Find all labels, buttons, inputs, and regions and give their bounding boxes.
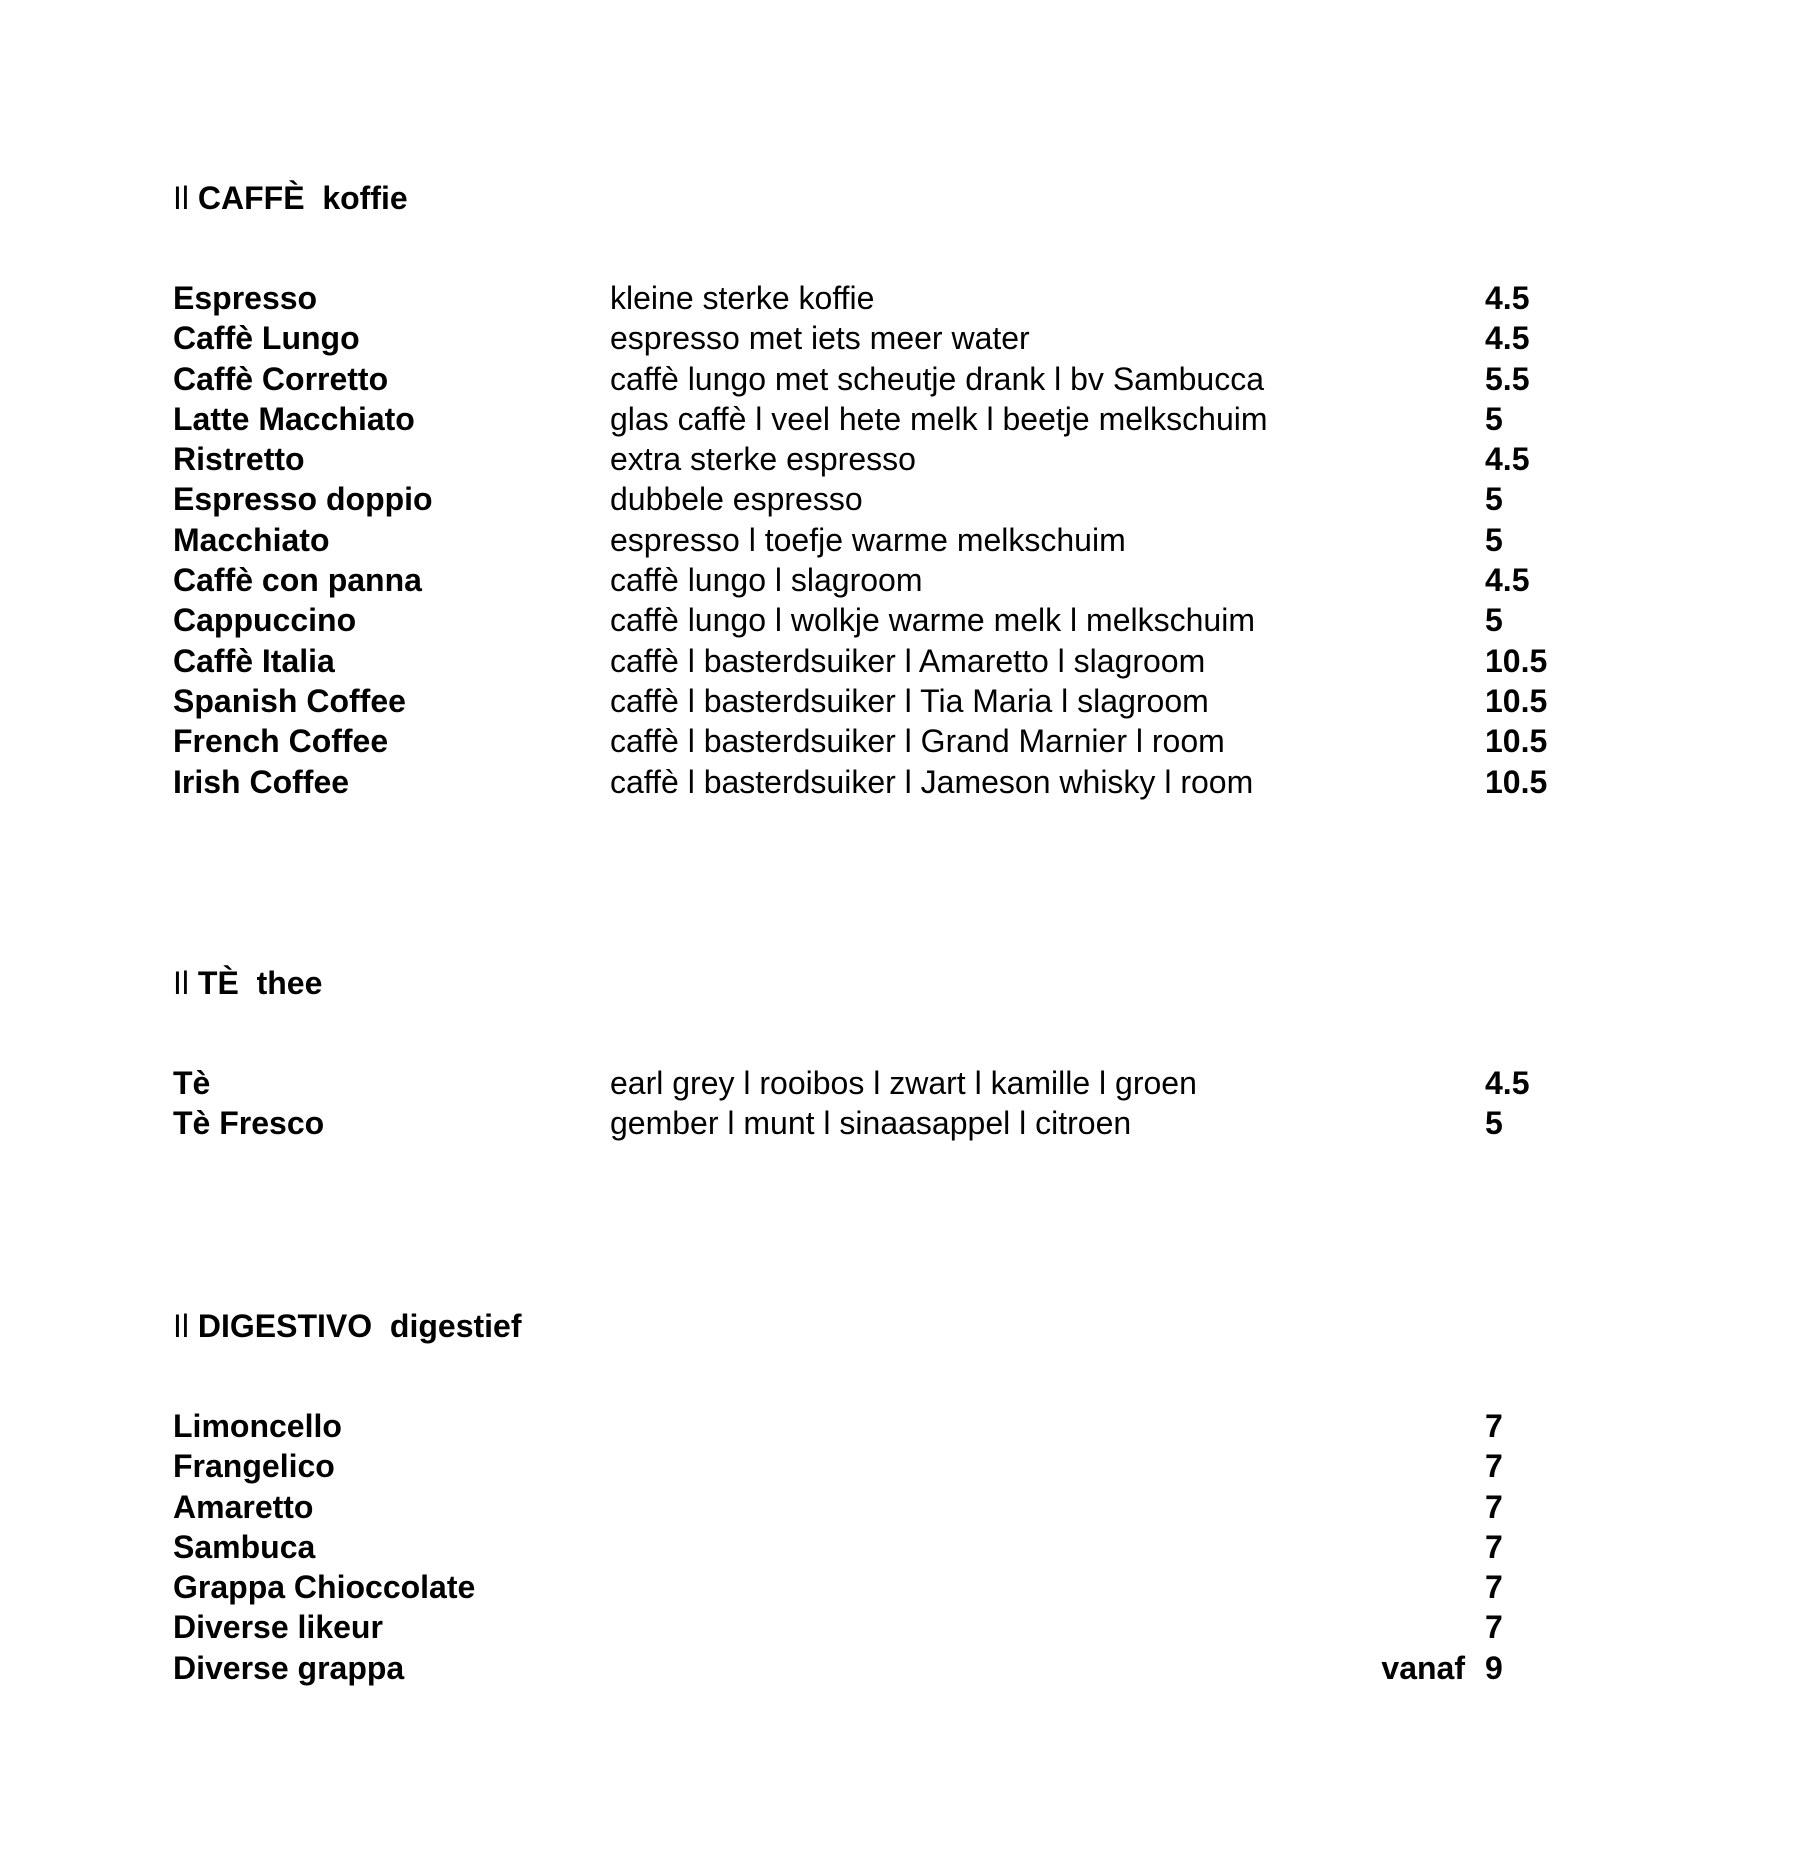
section-title-italian: DIGESTIVO <box>197 1308 373 1344</box>
item-price: 10.5 <box>1485 763 1548 800</box>
item-price: 5 <box>1485 602 1503 639</box>
item-name: Ristretto <box>173 441 305 478</box>
section-title-italian: CAFFÈ <box>197 180 305 216</box>
item-name: Cappuccino <box>173 602 357 639</box>
item-price: 10.5 <box>1485 723 1548 760</box>
section-title-digestivo <box>173 1306 1593 1346</box>
menu-item <box>173 1487 1593 1527</box>
item-price: 7 <box>1485 1609 1503 1646</box>
item-price: 4.5 <box>1485 441 1530 478</box>
menu-item <box>173 641 1593 681</box>
item-description: caffè lungo l wolkje warme melk l melkschuim <box>610 602 1255 639</box>
item-price: 5.5 <box>1485 360 1530 397</box>
item-name: Caffè Corretto <box>173 360 389 397</box>
item-description: glas caffè l veel hete melk l beetje melkschuim <box>610 400 1268 437</box>
section-prefix: Il <box>173 1308 189 1344</box>
item-price: 7 <box>1485 1569 1503 1606</box>
menu-item <box>173 1063 1593 1103</box>
menu-item <box>173 399 1593 439</box>
section-prefix: Il <box>173 965 189 1001</box>
menu-item <box>173 1527 1593 1567</box>
item-price: 7 <box>1485 1528 1503 1565</box>
section-title-dutch: thee <box>256 965 323 1001</box>
item-price: 4.5 <box>1485 1065 1530 1101</box>
item-price: 4.5 <box>1485 280 1530 316</box>
menu-item <box>173 278 1593 318</box>
item-description: extra sterke espresso <box>610 441 916 478</box>
item-price: 7 <box>1485 1488 1503 1525</box>
item-price: 5 <box>1485 400 1503 437</box>
item-description: earl grey l rooibos l zwart l kamille l groen <box>610 1065 1197 1101</box>
item-name: Diverse grappa <box>173 1649 405 1686</box>
item-name: Limoncello <box>173 1408 342 1444</box>
item-description: dubbele espresso <box>610 481 863 518</box>
menu-item <box>173 520 1593 560</box>
item-price: 10.5 <box>1485 682 1548 719</box>
item-name: Espresso doppio <box>173 481 433 518</box>
menu-item <box>173 762 1593 802</box>
menu-item <box>173 1648 1593 1688</box>
item-name: Amaretto <box>173 1488 314 1525</box>
item-name: Diverse likeur <box>173 1609 383 1646</box>
menu-item <box>173 560 1593 600</box>
menu-item <box>173 359 1593 399</box>
menu-item <box>173 681 1593 721</box>
item-price: 4.5 <box>1485 320 1530 357</box>
menu-item <box>173 1567 1593 1607</box>
item-name: Tè Fresco <box>173 1105 325 1142</box>
item-name: Caffè Lungo <box>173 320 360 357</box>
item-price: 4.5 <box>1485 562 1530 599</box>
item-name: Irish Coffee <box>173 763 350 800</box>
section-prefix: Il <box>173 180 189 216</box>
item-description: caffè l basterdsuiker l Tia Maria l slagroom <box>610 682 1209 719</box>
menu-item <box>173 1406 1593 1446</box>
item-price: 7 <box>1485 1408 1503 1444</box>
section-te <box>173 963 1593 1144</box>
item-description: caffè l basterdsuiker l Jameson whisky l room <box>610 763 1254 800</box>
section-caffe <box>173 178 1593 802</box>
item-description: kleine sterke koffie <box>610 280 875 316</box>
section-title-italian: TÈ <box>197 965 239 1001</box>
item-name: Frangelico <box>173 1448 335 1485</box>
section-title-dutch: koffie <box>322 180 408 216</box>
item-description: caffè l basterdsuiker l Amaretto l slagroom <box>610 642 1206 679</box>
item-name: Caffè Italia <box>173 642 335 679</box>
item-description: caffè lungo met scheutje drank l bv Sambucca <box>610 360 1264 397</box>
section-title-te <box>173 963 1593 1003</box>
item-name: French Coffee <box>173 723 389 760</box>
item-name: Tè <box>173 1065 211 1101</box>
section-title-dutch: digestief <box>389 1308 522 1344</box>
menu-item <box>173 1446 1593 1486</box>
menu-item <box>173 600 1593 640</box>
item-name: Espresso <box>173 280 318 316</box>
item-description: espresso l toefje warme melkschuim <box>610 521 1126 558</box>
menu-item <box>173 439 1593 479</box>
item-name: Macchiato <box>173 521 330 558</box>
item-price: 10.5 <box>1485 642 1548 679</box>
menu-item <box>173 479 1593 519</box>
item-name: Caffè con panna <box>173 562 422 599</box>
item-description: caffè l basterdsuiker l Grand Marnier l room <box>610 723 1225 760</box>
section-digestivo <box>173 1306 1593 1688</box>
item-name: Sambuca <box>173 1528 316 1565</box>
item-name: Latte Macchiato <box>173 400 415 437</box>
menu-item <box>173 721 1593 761</box>
item-name: Spanish Coffee <box>173 682 406 719</box>
menu-item <box>173 1607 1593 1647</box>
item-name: Grappa Chioccolate <box>173 1569 476 1606</box>
item-price: 7 <box>1485 1448 1503 1485</box>
item-price: 5 <box>1485 1105 1503 1142</box>
item-price: 5 <box>1485 521 1503 558</box>
menu-item <box>173 1103 1593 1143</box>
menu-list-te <box>173 1063 1593 1144</box>
menu-list-caffe <box>173 278 1593 802</box>
menu-list-digestivo <box>173 1406 1593 1688</box>
item-price: 5 <box>1485 481 1503 518</box>
item-description: espresso met iets meer water <box>610 320 1030 357</box>
item-price: 9 <box>1485 1649 1503 1686</box>
item-description: caffè lungo l slagroom <box>610 562 923 599</box>
section-title-caffe <box>173 178 1593 218</box>
item-price-prefix: vanaf <box>1381 1649 1465 1686</box>
menu-item <box>173 318 1593 358</box>
item-description: gember l munt l sinaasappel l citroen <box>610 1105 1132 1142</box>
